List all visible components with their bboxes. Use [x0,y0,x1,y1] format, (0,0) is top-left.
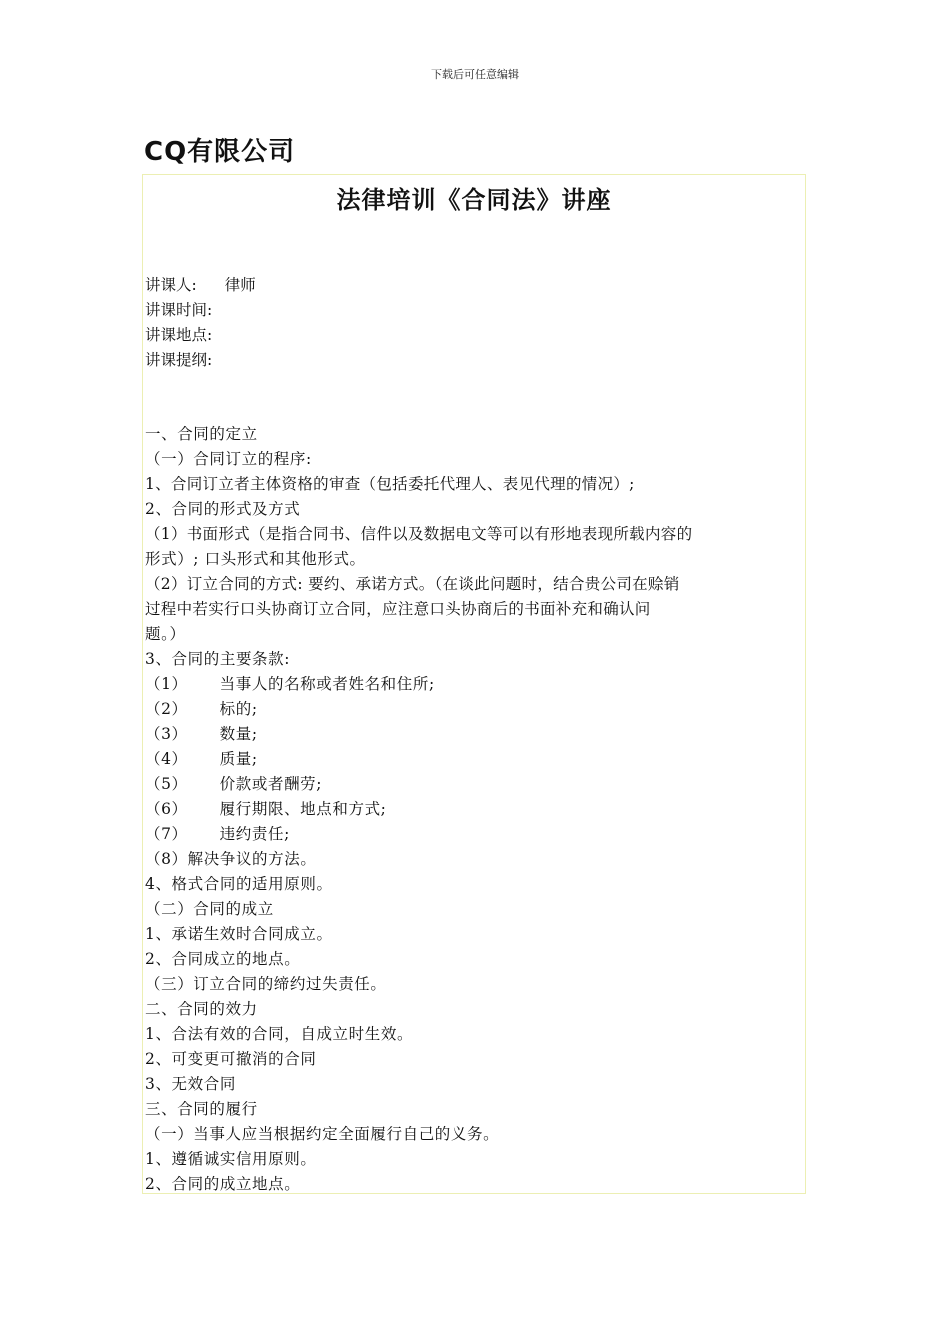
clause-number: （6） [145,800,188,818]
outline-line: 1、遵循诚实信用原则。 [145,1150,317,1168]
outline-line: 二、合同的效力 [145,1000,258,1018]
lecturer-label: 讲课人: [145,276,197,294]
outline-line: 3、合同的主要条款: [145,650,291,668]
document-title: 法律培训《合同法》讲座 [336,185,612,214]
outline-line: 一、合同的定立 [145,425,258,443]
clause-number: （5） [145,775,188,793]
clause-item [145,772,805,797]
clause-text: 履行期限、地点和方式; [219,800,387,818]
outline-line: （三）订立合同的缔约过失责任。 [145,975,387,993]
outline-line: 1、合法有效的合同，自成立时生效。 [145,1025,414,1043]
outline-line: 1、承诺生效时合同成立。 [145,925,333,943]
clause-text: 违约责任; [219,825,290,843]
clause-text: 质量; [219,750,258,768]
clause-number: （1） [145,675,188,693]
outline-line: （一）当事人应当根据约定全面履行自己的义务。 [145,1125,500,1143]
outline-line: 3、无效合同 [145,1075,236,1093]
clause-text: 当事人的名称或者姓名和住所; [219,675,435,693]
lecture-meta [145,273,256,373]
outline-line: （8）解决争议的方法。 [145,850,317,868]
outline-line: 2、合同的成立地点。 [145,1175,301,1193]
outline-line: 2、可变更可撤消的合同 [145,1050,317,1068]
outline-line: （二）合同的成立 [145,900,274,918]
outline-line: 三、合同的履行 [145,1100,258,1118]
clause-text: 价款或者酬劳; [219,775,323,793]
clause-text: 数量; [219,725,258,743]
outline-line: （2）订立合同的方式: 要约、承诺方式。（在谈此问题时，结合贵公司在赊销 [145,575,680,593]
clause-item [145,672,805,697]
clause-number: （7） [145,825,188,843]
outline-line: 题。） [145,625,186,643]
company-name: CQ有限公司 [144,137,296,167]
clause-number: （2） [145,700,188,718]
outline-line: （一）合同订立的程序: [145,450,312,468]
lecturer-row [145,273,256,298]
clause-item [145,747,805,772]
outline-label: 讲课提纲: [145,351,213,369]
outline-line: （1）书面形式（是指合同书、信件以及数据电文等可以有形地表现所载内容的 [145,525,693,543]
outline-line: 2、合同的形式及方式 [145,500,301,518]
outline-line: 4、格式合同的适用原则。 [145,875,333,893]
outline-line: 过程中若实行口头协商订立合同，应注意口头协商后的书面补充和确认问 [145,600,651,618]
time-label: 讲课时间: [145,301,213,319]
clause-item [145,697,805,722]
clause-item [145,722,805,747]
clause-item [145,822,805,847]
lecturer-value: 律师 [224,276,256,294]
outline-line: 形式）; 口头形式和其他形式。 [145,550,366,568]
page-header-note: 下载后可任意编辑 [431,68,519,81]
outline-line: 1、合同订立者主体资格的审查（包括委托代理人、表见代理的情况）; [145,475,635,493]
clause-text: 标的; [219,700,258,718]
outline-line: 2、合同成立的地点。 [145,950,301,968]
outline-content [145,422,805,1197]
clause-item [145,797,805,822]
clause-number: （4） [145,750,188,768]
clause-number: （3） [145,725,188,743]
place-label: 讲课地点: [145,326,213,344]
